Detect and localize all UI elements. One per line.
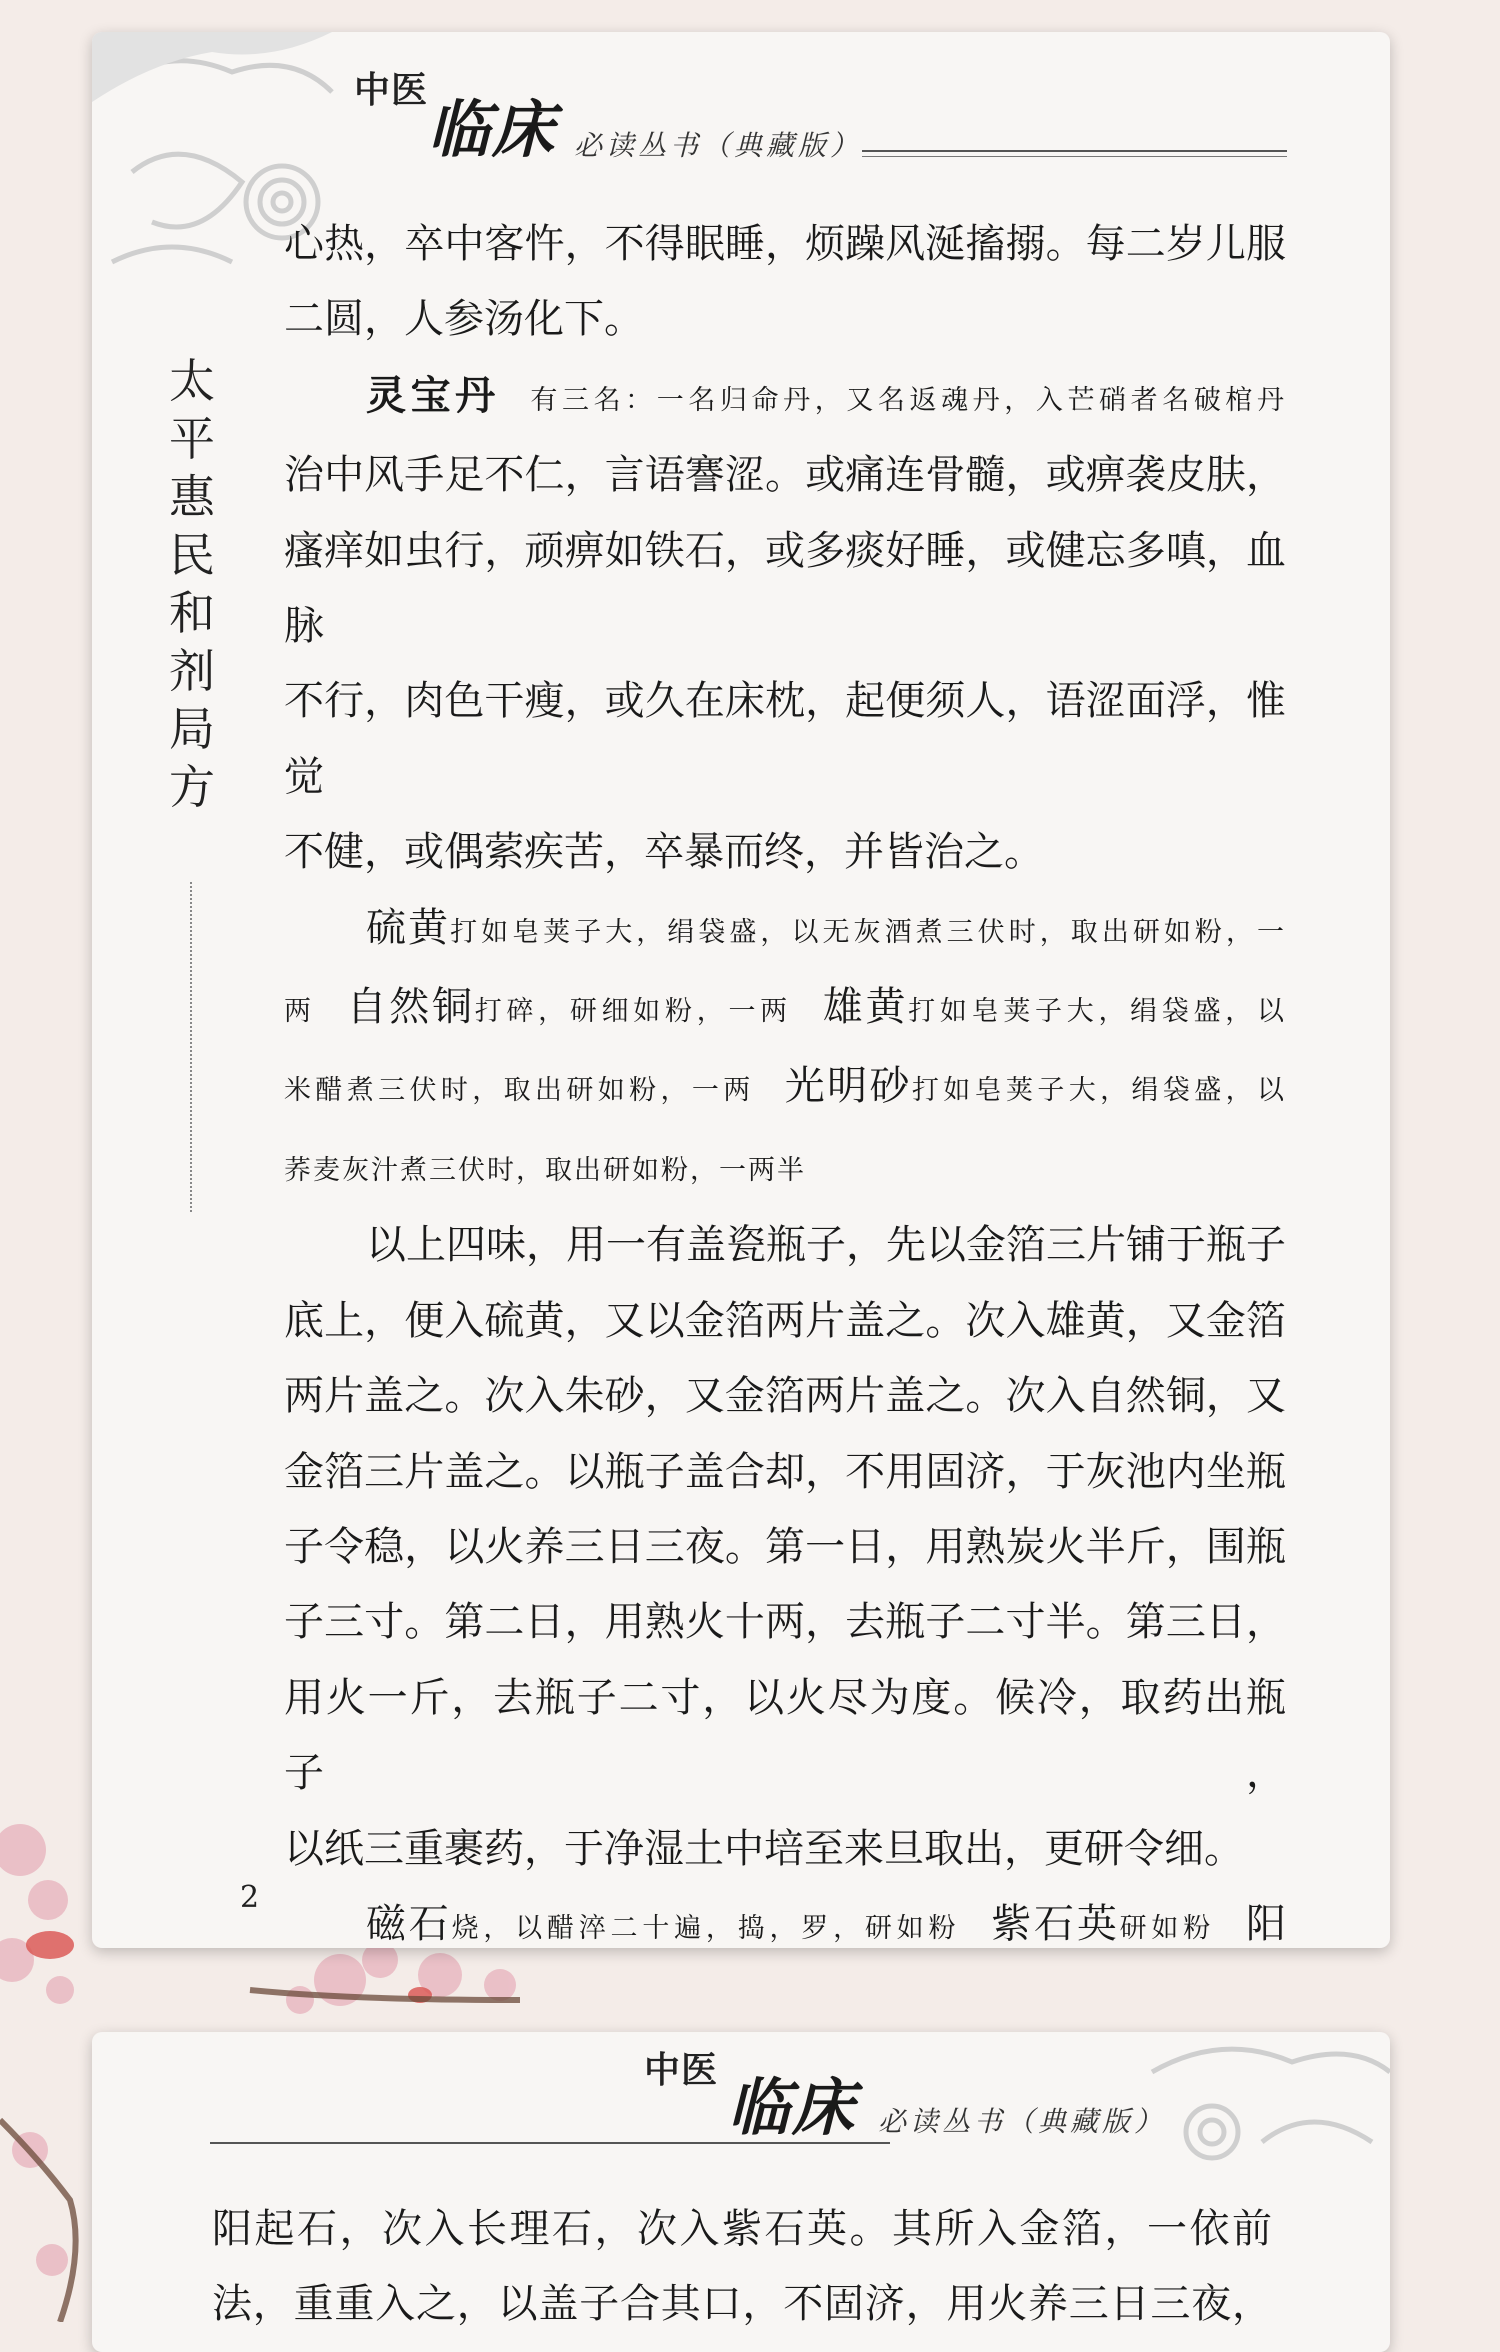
- side-title-char: 和: [169, 586, 215, 640]
- side-title-char: 局: [169, 702, 215, 756]
- herb-note: 米醋煮三伏时，取出研如粉，一两: [284, 1075, 755, 1107]
- book-page-1: [92, 32, 1390, 1948]
- formula-note: 有三名：一名归命丹，又名返魂丹，入芒硝者名破棺丹: [530, 384, 1287, 416]
- herb-note: 研如粉: [1119, 1912, 1216, 1944]
- formula-heading: [284, 358, 1286, 438]
- side-title-char: 剂: [169, 644, 215, 698]
- side-book-title: [162, 352, 222, 816]
- page-number: 2: [240, 1880, 260, 1915]
- header-zhongyi: 中医: [354, 70, 429, 111]
- formula-name: 灵宝丹: [366, 371, 500, 419]
- herb-line: [284, 1129, 1286, 1208]
- page-1-body: [284, 207, 1286, 1948]
- herb-name: 自然铜: [346, 984, 475, 1031]
- herb-name: 磁石: [366, 1900, 452, 1947]
- herb-note: 打如皂荚子大，绢袋盛，以: [911, 1075, 1287, 1107]
- page-2-body: [212, 2192, 1272, 2343]
- text-line: 两片盖之。次入朱砂，又金箔两片盖之。次入自然铜，又: [284, 1373, 1286, 1420]
- herb-name: 雄黄: [822, 984, 909, 1031]
- header-rule-thin: [862, 156, 1287, 157]
- text-line: 阳起石，次入长理石，次入紫石英。其所入金箔，一依前: [212, 2206, 1272, 2252]
- text-line: 治中风手足不仁，言语謇涩。或痛连骨髓，或痹袭皮肤，: [284, 452, 1286, 499]
- header-series: 必读丛书（典藏版）: [574, 129, 863, 162]
- text-line: 子令稳，以火养三日三夜。第一日，用熟炭火半斤，围瓶: [284, 1523, 1286, 1570]
- text-line: 子三寸。第二日，用熟火十两，去瓶子二寸半。第三日，: [284, 1599, 1286, 1646]
- herb-note: 烧，以醋淬二十遍，捣，罗，研如粉: [451, 1912, 961, 1944]
- herb-note: 荞麦灰汁煮三伏时，取出研如粉，一两半: [284, 1154, 806, 1186]
- herb-line: [284, 1049, 1286, 1128]
- text-line: 用火一斤，去瓶子二寸，以火尽为度。候冷，取药出瓶子，: [284, 1674, 1286, 1797]
- text-line: 心热，卒中客忤，不得眠睡，烦躁风涎搐搦。每二岁儿服: [284, 221, 1286, 267]
- side-title-char: 太: [169, 354, 215, 408]
- side-title-char: 民: [169, 528, 215, 582]
- herb-name: 紫石英: [991, 1900, 1120, 1947]
- text-line: 金箔三片盖之。以瓶子盖合却，不用固济，于灰池内坐瓶: [284, 1448, 1286, 1495]
- header-rule: [210, 2142, 890, 2144]
- side-title-char: 平: [169, 412, 215, 466]
- herb-note: 打如皂荚子大，绢袋盛，以无灰酒煮三伏时，取出研如粉，一: [450, 916, 1287, 948]
- cloud-ornament: [1132, 2032, 1390, 2182]
- side-title-char: 惠: [169, 470, 215, 524]
- herb-note: 打碎，研细如粉，一两: [474, 996, 792, 1028]
- text-line: 瘙痒如虫行，顽痹如铁石，或多痰好睡，或健忘多嗔，血脉: [284, 527, 1286, 650]
- herb-line: [284, 891, 1286, 970]
- herb-line: [284, 1887, 1286, 1948]
- header-rule: [862, 150, 1287, 152]
- herb-note: 两: [284, 996, 316, 1028]
- text-line: 二圆，人参汤化下。: [284, 296, 644, 343]
- herb-name: 硫黄: [366, 904, 451, 951]
- herb-note: 打如皂荚子大，绢袋盛，以: [908, 996, 1287, 1028]
- text-line: 不行，肉色干瘦，或久在床枕，起便须人，语涩面浮，惟觉: [284, 678, 1286, 800]
- book-page-2: [92, 2032, 1390, 2352]
- herb-line: [284, 970, 1286, 1049]
- herb-name: 阳: [1246, 1900, 1287, 1947]
- side-dotted-line: [190, 882, 192, 1212]
- side-title-char: 方: [169, 760, 215, 814]
- herb-name: 光明砂: [784, 1063, 912, 1110]
- header-series: 必读丛书（典藏版）: [878, 2105, 1167, 2138]
- text-line: 法，重重入之，以盖子合其口，不固济，用火养三日三夜，: [212, 2281, 1272, 2328]
- header-linchuang: 临床: [728, 2071, 857, 2144]
- header-linchuang: 临床: [428, 93, 557, 166]
- header-zhongyi: 中医: [644, 2050, 719, 2091]
- text-line: 以纸三重裹药，于净湿土中培至来旦取出，更研令细。: [284, 1825, 1244, 1872]
- text-line: 以上四味，用一有盖瓷瓶子，先以金箔三片铺于瓶子: [366, 1222, 1286, 1269]
- text-line: 不健，或偶萦疾苦，卒暴而终，并皆治之。: [284, 829, 1044, 876]
- text-line: 底上，便入硫黄，又以金箔两片盖之。次入雄黄，又金箔: [284, 1297, 1286, 1344]
